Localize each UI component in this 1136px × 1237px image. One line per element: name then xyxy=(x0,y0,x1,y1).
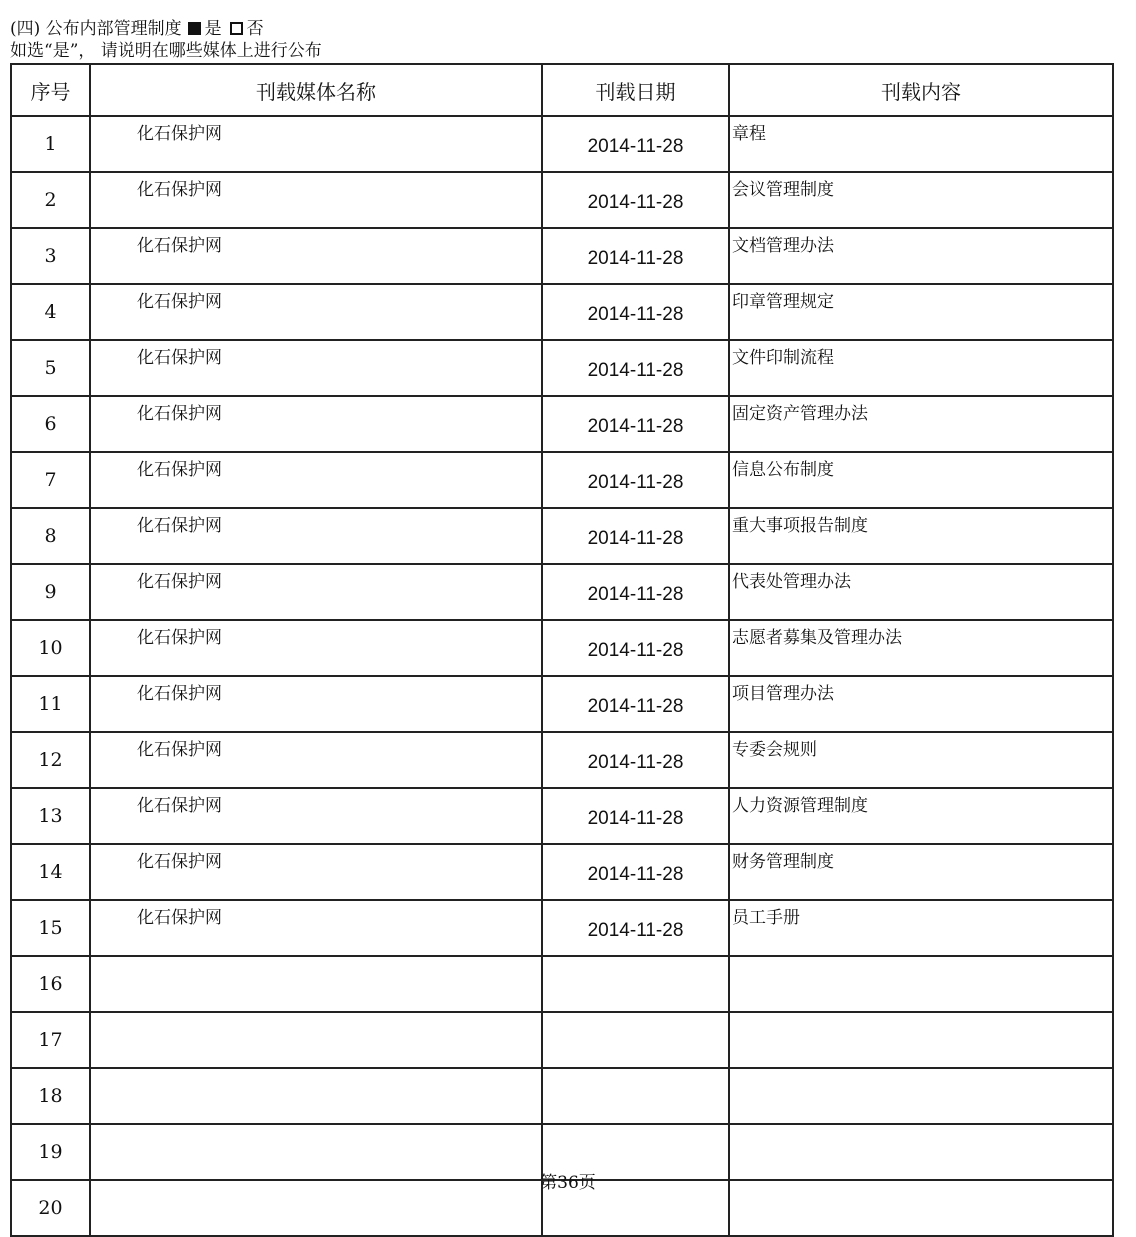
row-number: 2 xyxy=(11,172,90,228)
row-number: 18 xyxy=(11,1068,90,1124)
table-row xyxy=(11,508,1113,564)
media-table-wrapper xyxy=(10,63,1112,1237)
row-media-name: 化石保护网 xyxy=(90,116,542,172)
row-content: 人力资源管理制度 xyxy=(729,788,1113,844)
table-row xyxy=(11,956,1113,1012)
row-number: 10 xyxy=(11,620,90,676)
row-date: 2014-11-28 xyxy=(542,732,729,788)
disclosure-question-label: (四) 公布内部管理制度 xyxy=(10,19,182,39)
row-media-name: 化石保护网 xyxy=(90,732,542,788)
row-content xyxy=(729,1068,1113,1124)
table-header-row xyxy=(11,64,1113,116)
table-row xyxy=(11,172,1113,228)
row-date: 2014-11-28 xyxy=(542,284,729,340)
row-media-name: 化石保护网 xyxy=(90,228,542,284)
row-number: 12 xyxy=(11,732,90,788)
column-header-date: 刊载日期 xyxy=(542,64,729,116)
row-date xyxy=(542,1068,729,1124)
row-date xyxy=(542,956,729,1012)
row-date: 2014-11-28 xyxy=(542,788,729,844)
row-media-name: 化石保护网 xyxy=(90,844,542,900)
row-number: 9 xyxy=(11,564,90,620)
disclosure-question xyxy=(10,18,322,40)
yes-label: 是 xyxy=(204,19,222,39)
row-media-name: 化石保护网 xyxy=(90,508,542,564)
table-row xyxy=(11,284,1113,340)
table-row xyxy=(11,228,1113,284)
table-row xyxy=(11,1012,1113,1068)
row-number: 3 xyxy=(11,228,90,284)
row-media-name xyxy=(90,956,542,1012)
row-media-name: 化石保护网 xyxy=(90,900,542,956)
row-content xyxy=(729,1012,1113,1068)
row-content xyxy=(729,956,1113,1012)
column-header-number: 序号 xyxy=(11,64,90,116)
table-body xyxy=(11,116,1113,1236)
row-content: 会议管理制度 xyxy=(729,172,1113,228)
row-media-name xyxy=(90,1068,542,1124)
row-content: 固定资产管理办法 xyxy=(729,396,1113,452)
row-content: 志愿者募集及管理办法 xyxy=(729,620,1113,676)
table-row xyxy=(11,452,1113,508)
table-row xyxy=(11,620,1113,676)
row-date: 2014-11-28 xyxy=(542,116,729,172)
row-number: 6 xyxy=(11,396,90,452)
row-content: 员工手册 xyxy=(729,900,1113,956)
row-media-name: 化石保护网 xyxy=(90,620,542,676)
table-row xyxy=(11,1068,1113,1124)
row-number: 13 xyxy=(11,788,90,844)
table-row xyxy=(11,900,1113,956)
row-content: 财务管理制度 xyxy=(729,844,1113,900)
row-number: 7 xyxy=(11,452,90,508)
row-content: 代表处管理办法 xyxy=(729,564,1113,620)
row-media-name: 化石保护网 xyxy=(90,676,542,732)
row-number: 5 xyxy=(11,340,90,396)
no-label: 否 xyxy=(246,19,264,39)
row-media-name: 化石保护网 xyxy=(90,396,542,452)
row-date: 2014-11-28 xyxy=(542,396,729,452)
row-content: 文档管理办法 xyxy=(729,228,1113,284)
column-header-content: 刊载内容 xyxy=(729,64,1113,116)
row-content: 章程 xyxy=(729,116,1113,172)
row-media-name: 化石保护网 xyxy=(90,172,542,228)
row-number: 16 xyxy=(11,956,90,1012)
row-number: 17 xyxy=(11,1012,90,1068)
row-media-name xyxy=(90,1012,542,1068)
no-checkbox-unchecked[interactable] xyxy=(230,22,243,35)
row-number: 11 xyxy=(11,676,90,732)
table-row xyxy=(11,116,1113,172)
column-header-media: 刊载媒体名称 xyxy=(90,64,542,116)
row-date xyxy=(542,1012,729,1068)
table-row xyxy=(11,844,1113,900)
row-date: 2014-11-28 xyxy=(542,620,729,676)
table-row xyxy=(11,788,1113,844)
row-content: 专委会规则 xyxy=(729,732,1113,788)
row-date: 2014-11-28 xyxy=(542,564,729,620)
table-row xyxy=(11,732,1113,788)
row-date: 2014-11-28 xyxy=(542,844,729,900)
row-number: 14 xyxy=(11,844,90,900)
row-date: 2014-11-28 xyxy=(542,452,729,508)
row-content: 信息公布制度 xyxy=(729,452,1113,508)
disclosure-instruction: 如选“是”， 请说明在哪些媒体上进行公布 xyxy=(10,41,322,61)
row-date: 2014-11-28 xyxy=(542,900,729,956)
row-content: 项目管理办法 xyxy=(729,676,1113,732)
row-date: 2014-11-28 xyxy=(542,228,729,284)
table-row xyxy=(11,676,1113,732)
page-number: 第36页 xyxy=(540,1173,596,1193)
row-media-name: 化石保护网 xyxy=(90,452,542,508)
table-row xyxy=(11,340,1113,396)
row-number: 8 xyxy=(11,508,90,564)
row-date: 2014-11-28 xyxy=(542,508,729,564)
table-row xyxy=(11,564,1113,620)
row-media-name: 化石保护网 xyxy=(90,284,542,340)
row-media-name: 化石保护网 xyxy=(90,788,542,844)
row-content: 印章管理规定 xyxy=(729,284,1113,340)
row-date: 2014-11-28 xyxy=(542,676,729,732)
row-media-name: 化石保护网 xyxy=(90,340,542,396)
row-content: 文件印制流程 xyxy=(729,340,1113,396)
row-number: 19 xyxy=(11,1124,90,1180)
row-number: 20 xyxy=(11,1180,90,1236)
page-header xyxy=(10,18,322,62)
row-media-name: 化石保护网 xyxy=(90,564,542,620)
table-row xyxy=(11,396,1113,452)
row-number: 1 xyxy=(11,116,90,172)
row-date: 2014-11-28 xyxy=(542,340,729,396)
row-content: 重大事项报告制度 xyxy=(729,508,1113,564)
row-number: 15 xyxy=(11,900,90,956)
row-date: 2014-11-28 xyxy=(542,172,729,228)
row-number: 4 xyxy=(11,284,90,340)
media-table xyxy=(10,63,1114,1237)
yes-checkbox-checked[interactable] xyxy=(188,22,201,35)
